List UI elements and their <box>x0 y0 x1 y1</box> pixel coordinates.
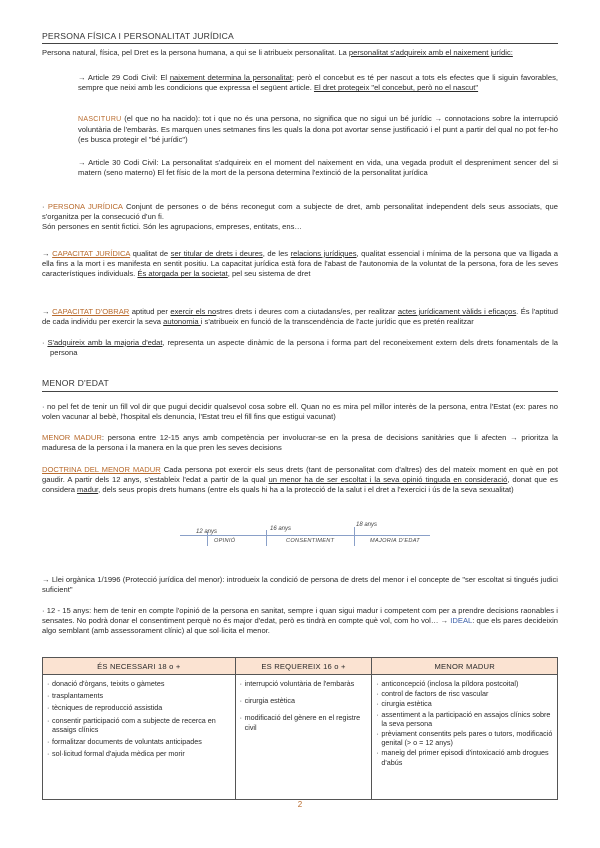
table-cell-18 <box>43 675 236 800</box>
timeline-tick-16 <box>266 530 267 546</box>
list-item: · prèviament consentits pels pares o tutors, modificació genital (> o = 12 anys) <box>376 729 554 747</box>
section-divider <box>42 391 558 392</box>
list-item: · trasplantaments <box>47 691 232 700</box>
section-divider <box>42 43 558 44</box>
list-item: · sol·licitud formal d'ajuda mèdica per morir <box>47 749 232 758</box>
paragraph-persona-natural: Persona natural, física, pel Dret es la persona humana, a qui se li atribueix personalitat. La personalitat s'adquireix amb el naixement jurídic: <box>42 48 513 57</box>
timeline-age-12: 12 anys <box>196 529 218 535</box>
table-header: ÉS NECESSARI 18 o + <box>43 658 236 675</box>
timeline-label-majoria: MAJORIA D'EDAT <box>370 538 421 544</box>
section-title-menor: MENOR D'EDAT <box>42 378 109 388</box>
paragraph-capacitat-obrar: → CAPACITAT D'OBRAR aptitud per exercir els nostres drets i deures com a ciutadans/es, per realitzar actes jurídicament vàlids i eficaços. És l'aptitud de cada individu per exercir la seva autonomia i s'atribueix en funció de la transcendència de l'acte jurídic que es pretén realitzar <box>42 307 558 327</box>
table-header: ES REQUEREIX 16 o + <box>235 658 372 675</box>
table-cell-16 <box>235 675 372 800</box>
list-item: · donació d'òrgans, teixits o gàmetes <box>47 679 232 688</box>
paragraph-menor-madur: MENOR MADUR: persona entre 12-15 anys amb competència per involucrar-se en la presa de decisions sanitàries que li afecten → prioritza la maduresa de la persona i la manera en la que pren les seves decisions <box>42 433 559 453</box>
paragraph-menor-intro: · no pel fet de tenir un fill vol dir que pugui decidir qualsevol cosa sobre ell. Quan no es mira pel millor interès de la persona, entra l'Estat (ex: pares no volen vacunar al bebè, l'hospital els denuncia, l'Estat treu el fill fins que estigui vacunat) <box>42 402 558 422</box>
section-title-persona: PERSONA FÍSICA I PERSONALITAT JURÍDICA <box>42 31 234 41</box>
table-cell-menor-madur <box>372 675 558 800</box>
list-item: · interrupció voluntària de l'embaràs <box>240 679 369 688</box>
timeline-label-consentiment: CONSENTIMENT <box>286 538 335 544</box>
list-item: · formalitzar documents de voluntats anticipades <box>47 737 232 746</box>
paragraph-llei-organica: → Llei orgànica 1/1996 (Protecció jurídica del menor): introdueix la condició de persona de drets del menor i el concepte de "ser escoltat si tingués judici suficient" <box>42 575 558 595</box>
paragraph-12-15-anys: · 12 - 15 anys: hem de tenir en compte l'opinió de la persona en sanitat, sempre i quan sigui madur i competent com per a prendre decisions raonables i sensates. No podrà donar el consentiment perquè no és major d'edat, però es tindrà en compte què vol, com ho vol… → IDEAL: que els pares decideixin algo semblant (amb assessorament clínic) al que sol·licita el menor. <box>42 606 558 636</box>
timeline-age-18: 18 anys <box>356 522 378 528</box>
paragraph-article-29: → Article 29 Codi Civil: El naixement determina la personalitat; però el concebut es té per nascut a tots els efectes que li siguin favorables, sempre que neixi amb les condicions que expressa el següent article. El dret protegeix "el concebut, però no el nascut" <box>78 73 558 93</box>
list-item: · tècniques de reproducció assistida <box>47 703 232 712</box>
list-item: · cirurgia estètica <box>240 696 369 705</box>
paragraph-majoria-edat: · S'adquireix amb la majoria d'edat, representa un aspecte dinàmic de la persona i forma part del reconeixement extern dels drets fonamentals de la persona <box>42 338 558 358</box>
list-item: · control de factors de risc vascular <box>376 689 554 698</box>
list-item: · cirurgia estètica <box>376 699 554 708</box>
paragraph-article-30: → Article 30 Codi Civil: La personalitat s'adquireix en el moment del naixement en vida, una vegada produït el despreniment sencer del si matern (seno materno) El fet físic de la mort de la persona determina l'extinció de la personalitat jurídica <box>78 158 558 178</box>
list-item: · maneig del primer episodi d'intoxicació amb drogues d'abús <box>376 748 554 766</box>
list-item: · modificació del gènere en el registre civil <box>240 713 369 731</box>
paragraph-nasciturus: NASCITURU (el que no ha nacido): tot i que no és una persona, no significa que no sigui un bé jurídic → connotacions sobre la interrupció voluntària de l'embaràs. Es marquen unes setmanes fins les quals la dona pot avortar sense justificació i el punt a partir del qual no pot fer-ho (es busca protegir el "bé jurídic") <box>78 114 558 145</box>
list-item: · assentiment a la participació en assajos clínics sobre la seva persona <box>376 710 554 728</box>
timeline-label-opinio: OPINIÓ <box>214 538 236 544</box>
timeline-age-16: 16 anys <box>270 526 292 532</box>
list-item: · consentir participació com a subjecte de recerca en assaigs clínics <box>47 716 232 734</box>
list-item: · anticoncepció (inclosa la píldora postcoital) <box>376 679 554 688</box>
paragraph-doctrina: DOCTRINA DEL MENOR MADUR Cada persona pot exercir els seus drets (tant de personalitat com d'altres) des del mateix moment en què en pot gaudir. A partir dels 12 anys, s'estableix l'edat a partir de la qual un menor ha de ser escoltat i la seva opinió tinguda en consideració, donat que es considera madur, dels seus propis drets humans (entre els quals hi ha a la protecció de la salut i el dret a l'exercici i ús de la seva sexualitat) <box>42 465 558 495</box>
paragraph-persona-juridica: · PERSONA JURÍDICA Conjunt de persones o de béns reconegut com a subjecte de dret, amb personalitat independent dels seus associats, que s'organitza per la consecució d'un fi. Són persones en sentit fictici. Són les agrupacions, empreses, entitats, ens… <box>42 202 558 232</box>
timeline-axis <box>180 535 430 536</box>
paragraph-capacitat-juridica: → CAPACITAT JURÍDICA qualitat de ser titular de drets i deures, de les relacions jurídiques, qualitat essencial i mínima de la persona que va lligada a ella fins a la mort i es manifesta en sentit positiu. La capacitat jurídica està fora de l'abast de l'autonomia de la voluntat de la persona, fora de les seves característiques individuals. És atorgada per la societat, pel seu sistema de dret <box>42 249 559 279</box>
table-header: MENOR MADUR <box>372 658 558 675</box>
timeline-tick-18 <box>354 527 355 546</box>
page-number: 2 <box>297 800 303 809</box>
age-requirements-table <box>42 657 558 800</box>
